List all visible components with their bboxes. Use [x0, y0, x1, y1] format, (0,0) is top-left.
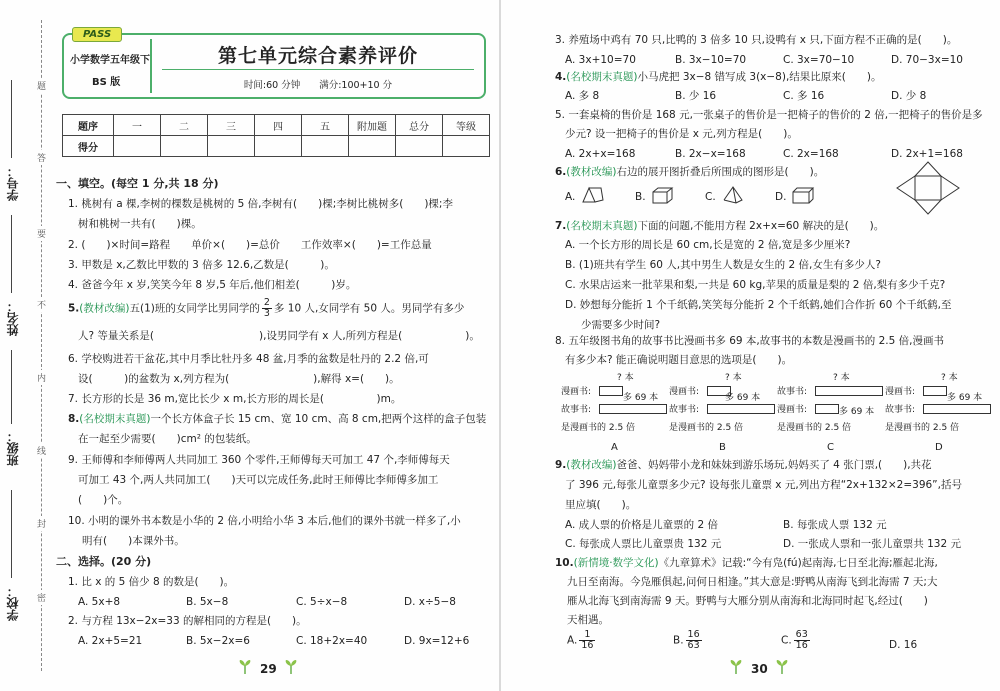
model-bar [599, 404, 667, 414]
cube-icon [651, 186, 675, 204]
fraction-denominator: 16 [795, 640, 808, 651]
fill-q1-line1: 1. 桃树有 a 棵,李树的棵数是桃树的 5 倍,李树有( )棵;李树比桃树多( )棵;李 [68, 198, 453, 210]
choice-option-c[interactable] [781, 630, 812, 651]
score-table-cell: 四 [255, 115, 302, 136]
binding-margin [0, 0, 58, 691]
model-bar [599, 386, 623, 396]
model-note: 是漫画书的 2.5 倍 [777, 423, 852, 433]
choice-q2-stem: 2. 与方程 13x−2x=33 的解相同的方程是( )。 [68, 615, 307, 627]
model-question: ? 本 [833, 373, 850, 383]
sprout-icon [236, 657, 254, 675]
cuboid-icon [791, 186, 815, 204]
fraction-numerator: 63 [795, 629, 808, 640]
question-number: 4. [555, 71, 567, 83]
seal-char: 要 [37, 226, 46, 241]
option-label: A. [567, 634, 578, 647]
student-id-label: 学号： [6, 165, 20, 201]
score-input-cell[interactable] [208, 136, 255, 157]
bar-model-c[interactable] [777, 370, 887, 442]
section2-title: 二、选择。(20 分) [56, 555, 152, 568]
dashed-seal-line [41, 20, 42, 671]
option-label: B. [673, 634, 684, 647]
choice-option[interactable]: A. 一个长方形的周长是 60 cm,长是宽的 2 倍,宽是多少厘米? [565, 239, 851, 251]
model-letter: C [827, 442, 834, 453]
choice-q8-line1: 8. 五年级图书角的故事书比漫画书多 69 本,故事书的本数是漫画书的 2.5 倍,漫画书 [555, 335, 944, 347]
fill-q8-line1 [68, 409, 486, 429]
grade-label: 小学数学五年级下 [70, 55, 150, 66]
model-bar [815, 386, 883, 396]
choice-option[interactable]: A. 成人票的价格是儿童票的 2 倍 [565, 519, 719, 531]
question-number: 6. [555, 166, 567, 178]
pass-logo: PASS [72, 27, 122, 42]
choice-option[interactable]: C. 水果店运来一批苹果和梨,一共是 60 kg,苹果的质量是梨的 2 倍,梨有多少千克? [565, 279, 946, 291]
fraction-numerator: 16 [687, 629, 700, 640]
choice-option[interactable]: C. 每张成人票比儿童票贵 132 元 [565, 538, 722, 550]
choice-option-b[interactable] [673, 630, 704, 651]
class-line [11, 350, 12, 424]
model-bar [815, 404, 839, 414]
score-row-label: 得分 [63, 136, 114, 157]
fill-q10-line1: 10. 小明的课外书本数是小华的 2 倍,小明给小华 3 本后,他们的课外书就一样多了,小 [68, 515, 461, 527]
triangular-prism-icon [581, 186, 605, 204]
model-letter: D [935, 442, 943, 453]
score-table-cell: 五 [302, 115, 349, 136]
header-box [62, 29, 486, 99]
choice-q4-stem [555, 67, 881, 87]
score-input-cell[interactable] [396, 136, 443, 157]
seal-char: 内 [37, 370, 46, 385]
q4-text: 小马虎把 3x−8 错写成 3(x−8),结果比原来( )。 [637, 71, 882, 83]
fill-q8-line2: 在一起至少需要( )cm² 的包装纸。 [78, 433, 257, 445]
choice-option[interactable]: C. 多 16 [783, 90, 825, 102]
fraction-two-thirds [262, 298, 272, 319]
choice-option[interactable]: A. 2x+5=21 [78, 635, 143, 647]
fill-q1-line2: 树和桃树一共有( )棵。 [78, 218, 202, 230]
score-input-cell[interactable] [302, 136, 349, 157]
student-id-line [11, 80, 12, 158]
question-number: 10. [555, 557, 574, 569]
model-difference: 多 69 本 [839, 407, 875, 417]
name-line [11, 215, 12, 293]
choice-option[interactable]: A. 5x+8 [78, 596, 121, 608]
choice-option[interactable]: D. 妙想每分能折 1 个千纸鹤,笑笑每分能折 2 个千纸鹤,她们合作折 60 个千纸鹤,至 [565, 299, 952, 311]
choice-q5-line1: 5. 一套桌椅的售价是 168 元,一张桌子的售价是一把椅子的售价的 2 倍,一把椅子的售价是多 [555, 109, 983, 121]
source-tag: (教材改编) [79, 302, 130, 315]
choice-option[interactable]: B. (1)班共有学生 60 人,其中男生人数是女生的 2 倍,女生有多少人? [565, 259, 881, 271]
choice-option[interactable]: B. [635, 191, 646, 203]
fill-q5-line1 [68, 298, 464, 319]
bar-model-a[interactable] [561, 370, 671, 442]
question-number: 8. [68, 413, 80, 425]
seal-char: 题 [37, 78, 46, 93]
edition-label: BS 版 [92, 77, 121, 88]
model-row1-label: 漫画书: [561, 387, 592, 397]
choice-q10-line1 [555, 553, 938, 573]
fill-q9-line3: ( )个。 [78, 494, 129, 506]
choice-q9-line1 [555, 455, 932, 475]
model-question: ? 本 [725, 373, 742, 383]
net-diagram-icon [893, 160, 963, 216]
seal-char: 答 [37, 150, 46, 165]
choice-option[interactable]: B. 5x−2x=6 [186, 635, 250, 647]
q6-text: 右边的展开图折叠后所围成的图形是( )。 [616, 166, 825, 178]
choice-option[interactable]: D. 少 8 [891, 90, 927, 102]
choice-option[interactable]: A. 2x+x=168 [565, 148, 636, 160]
school-label: 学校： [6, 585, 20, 621]
left-page [0, 0, 499, 691]
choice-q1-stem: 1. 比 x 的 5 倍少 8 的数是( )。 [68, 576, 235, 588]
choice-option[interactable]: A. 多 8 [565, 90, 600, 102]
bar-model-b[interactable] [669, 370, 779, 442]
model-note: 是漫画书的 2.5 倍 [885, 423, 960, 433]
choice-q5-line2: 少元? 设一把椅子的售价是 x 元,列方程是( )。 [565, 128, 798, 140]
score-table-cell: 等级 [443, 115, 490, 136]
score-table-header-row [63, 115, 490, 136]
choice-option[interactable]: C. 5÷x−8 [296, 596, 348, 608]
fill-q7: 7. 长方形的长是 36 m,宽比长少 x m,长方形的周长是( )m。 [68, 393, 402, 405]
choice-q7-stem [555, 216, 884, 236]
model-difference: 多 69 本 [725, 393, 761, 403]
header-divider [150, 39, 152, 93]
page-number: 29 [260, 662, 277, 676]
model-row1-label: 漫画书: [669, 387, 700, 397]
fill-q9-line1: 9. 王师傅和李师傅两人共同加工 360 个零件,王师傅每天可加工 47 个,李师傅每天 [68, 454, 450, 466]
q10-text: 《九章算术》记载:“今有凫(fú)起南海,七日至北海;雁起北海, [658, 557, 938, 569]
choice-option[interactable]: B. 少 16 [675, 90, 717, 102]
choice-option[interactable]: B. 每张成人票 132 元 [783, 519, 887, 531]
question-number: 7. [555, 220, 567, 232]
model-difference: 多 69 本 [623, 393, 659, 403]
title-rule [162, 69, 474, 70]
score-table-score-row [63, 136, 490, 157]
fill-q5-line2: 人? 等量关系是( ),设男同学有 x 人,所列方程是( )。 [78, 330, 480, 342]
score-table-cell: 总分 [396, 115, 443, 136]
choice-option[interactable]: D. 2x+1=168 [891, 148, 963, 160]
model-row2-label: 故事书: [669, 405, 700, 415]
q7-text: 下面的问题,不能用方程 2x+x=60 解决的是( )。 [637, 220, 885, 232]
fill-q3: 3. 甲数是 x,乙数比甲数的 3 倍多 12.6,乙数是( )。 [68, 259, 335, 271]
source-tag: (名校期末真题) [79, 413, 151, 425]
source-tag: (名校期末真题) [566, 220, 638, 232]
question-number: 9. [555, 459, 567, 471]
model-note: 是漫画书的 2.5 倍 [669, 423, 744, 433]
choice-q10-line4: 天相遇。 [567, 614, 609, 626]
model-row2-label: 漫画书: [777, 405, 808, 415]
fraction [686, 630, 702, 651]
model-question: ? 本 [617, 373, 634, 383]
choice-q9-line2: 了 396 元,每张儿童票多少元? 设每张儿童票 x 元,列出方程“2x+132×2=396”,括号 [565, 479, 962, 491]
school-line [11, 490, 12, 578]
score-table-cell: 三 [208, 115, 255, 136]
sprout-icon [282, 657, 300, 675]
source-tag: (教材改编) [566, 166, 617, 178]
fraction-numerator: 2 [263, 297, 270, 308]
choice-option[interactable]: C. 18+2x=40 [296, 635, 368, 647]
choice-q10-line3: 雁从北海飞到南海需 9 天。野鸭与大雁分别从南海和北海同时起飞,经过( ) [567, 595, 928, 607]
fill-q2: 2. ( )×时间=路程 单价×( )=总价 工作效率×( )=工作总量 [68, 239, 432, 251]
model-letter: A [611, 442, 618, 453]
choice-option[interactable]: A. [565, 191, 576, 203]
source-tag: (名校期末真题) [566, 71, 638, 83]
choice-option-a[interactable] [567, 630, 597, 651]
fill-q6-line2: 设( )的盆数为 x,列方程为( ),解得 x=( )。 [78, 373, 400, 385]
choice-option[interactable]: B. 3x−10=70 [675, 54, 747, 66]
q9-text: 爸爸、妈妈带小龙和妹妹到游乐场玩,妈妈买了 4 张门票,( ),共花 [616, 459, 932, 471]
score-input-cell[interactable] [443, 136, 490, 157]
q5-text-b: 多 10 人,女同学有 50 人。男同学有多少 [273, 302, 465, 315]
q8-text: 一个长方体盒子长 15 cm、宽 10 cm、高 8 cm,把两个这样的盒子包装 [150, 413, 487, 425]
model-bar [707, 404, 775, 414]
seal-char: 封 [37, 516, 46, 531]
q5-text-a: 五(1)班的女同学比男同学的 [129, 302, 260, 315]
time-score-info: 时间:60 分钟 满分:100+10 分 [243, 80, 393, 91]
fill-q4: 4. 爸爸今年 x 岁,笑笑今年 8 岁,5 年后,他们相差( )岁。 [68, 279, 357, 291]
choice-option-continued: 少需要多少时间? [581, 319, 661, 331]
fraction-denominator: 63 [687, 640, 700, 651]
choice-q8-line2: 有多少本? 能正确说明题目意思的选项是( )。 [565, 354, 793, 366]
model-letter: B [719, 442, 726, 453]
choice-option[interactable]: C. [705, 191, 716, 203]
choice-q6-stem [555, 162, 824, 182]
choice-option[interactable]: D. 70−3x=10 [891, 54, 963, 66]
fraction-numerator: 1 [579, 630, 595, 641]
choice-q10-line2: 九日至南海。今凫雁俱起,问何日相逢。”其大意是:野鸭从南海飞到北海需 7 天;大 [567, 576, 938, 588]
choice-option[interactable]: B. 5x−8 [186, 596, 229, 608]
choice-q9-line3: 里应填( )。 [565, 499, 637, 511]
sprout-icon [773, 657, 791, 675]
choice-option[interactable]: C. 2x=168 [783, 148, 839, 160]
square-pyramid-icon [721, 186, 745, 204]
sprout-icon [727, 657, 745, 675]
seal-char: 不 [37, 297, 46, 312]
fraction-denominator: 16 [581, 640, 594, 651]
score-input-cell[interactable] [114, 136, 161, 157]
score-table-cell: 一 [114, 115, 161, 136]
score-input-cell[interactable] [255, 136, 302, 157]
fill-q10-line2: 明有( )本课外书。 [82, 535, 185, 547]
model-question: ? 本 [941, 373, 958, 383]
class-label: 班级： [6, 430, 20, 466]
fraction-denominator: 3 [263, 308, 270, 319]
section1-title: 一、填空。(每空 1 分,共 18 分) [56, 177, 219, 190]
page-title: 第七单元综合素养评价 [217, 45, 418, 67]
choice-option[interactable]: B. 2x−x=168 [675, 148, 746, 160]
score-table-cell: 二 [161, 115, 208, 136]
fill-q9-line2: 可加工 43 个,两人共同加工( )天可以完成任务,此时王师傅比李师傅多加工 [78, 474, 439, 486]
fill-q6-line1: 6. 学校购进若干盆花,其中月季比牡丹多 48 盆,月季的盆数是牡丹的 2.2 倍,可 [68, 353, 429, 365]
choice-option[interactable]: C. 3x=70−10 [783, 54, 855, 66]
source-tag: (教材改编) [566, 459, 617, 471]
fraction [794, 630, 810, 651]
seal-char: 密 [37, 590, 46, 605]
score-table [62, 114, 490, 157]
option-label: C. [781, 634, 792, 647]
model-difference: 多 69 本 [947, 393, 983, 403]
seal-char: 线 [37, 443, 46, 458]
source-tag: (新情境·数学文化) [573, 557, 659, 569]
model-row2-label: 故事书: [885, 405, 916, 415]
choice-option-d[interactable]: D. 16 [889, 639, 918, 651]
choice-option[interactable]: D. 一张成人票和一张儿童票共 132 元 [783, 538, 961, 550]
model-row1-label: 故事书: [777, 387, 808, 397]
model-note: 是漫画书的 2.5 倍 [561, 423, 636, 433]
choice-option[interactable]: D. [775, 191, 787, 203]
page-number: 30 [751, 662, 768, 676]
choice-option[interactable]: D. 9x=12+6 [404, 635, 470, 647]
model-row1-label: 漫画书: [885, 387, 916, 397]
question-number: 5. [68, 302, 80, 315]
model-row2-label: 故事书: [561, 405, 592, 415]
score-input-cell[interactable] [161, 136, 208, 157]
fraction [579, 630, 595, 651]
choice-option[interactable]: D. x÷5−8 [404, 596, 456, 608]
choice-option[interactable]: A. 3x+10=70 [565, 54, 636, 66]
right-page [501, 0, 1000, 691]
score-input-cell[interactable] [349, 136, 396, 157]
bar-model-d[interactable] [885, 370, 995, 442]
name-label: 姓名： [6, 300, 20, 336]
model-bar [923, 404, 991, 414]
model-bar [923, 386, 947, 396]
score-table-cell: 题序 [63, 115, 114, 136]
score-table-cell: 附加题 [349, 115, 396, 136]
choice-q3-stem: 3. 养殖场中鸡有 70 只,比鸭的 3 倍多 10 只,设鸭有 x 只,下面方程不正确的是( )。 [555, 34, 958, 46]
